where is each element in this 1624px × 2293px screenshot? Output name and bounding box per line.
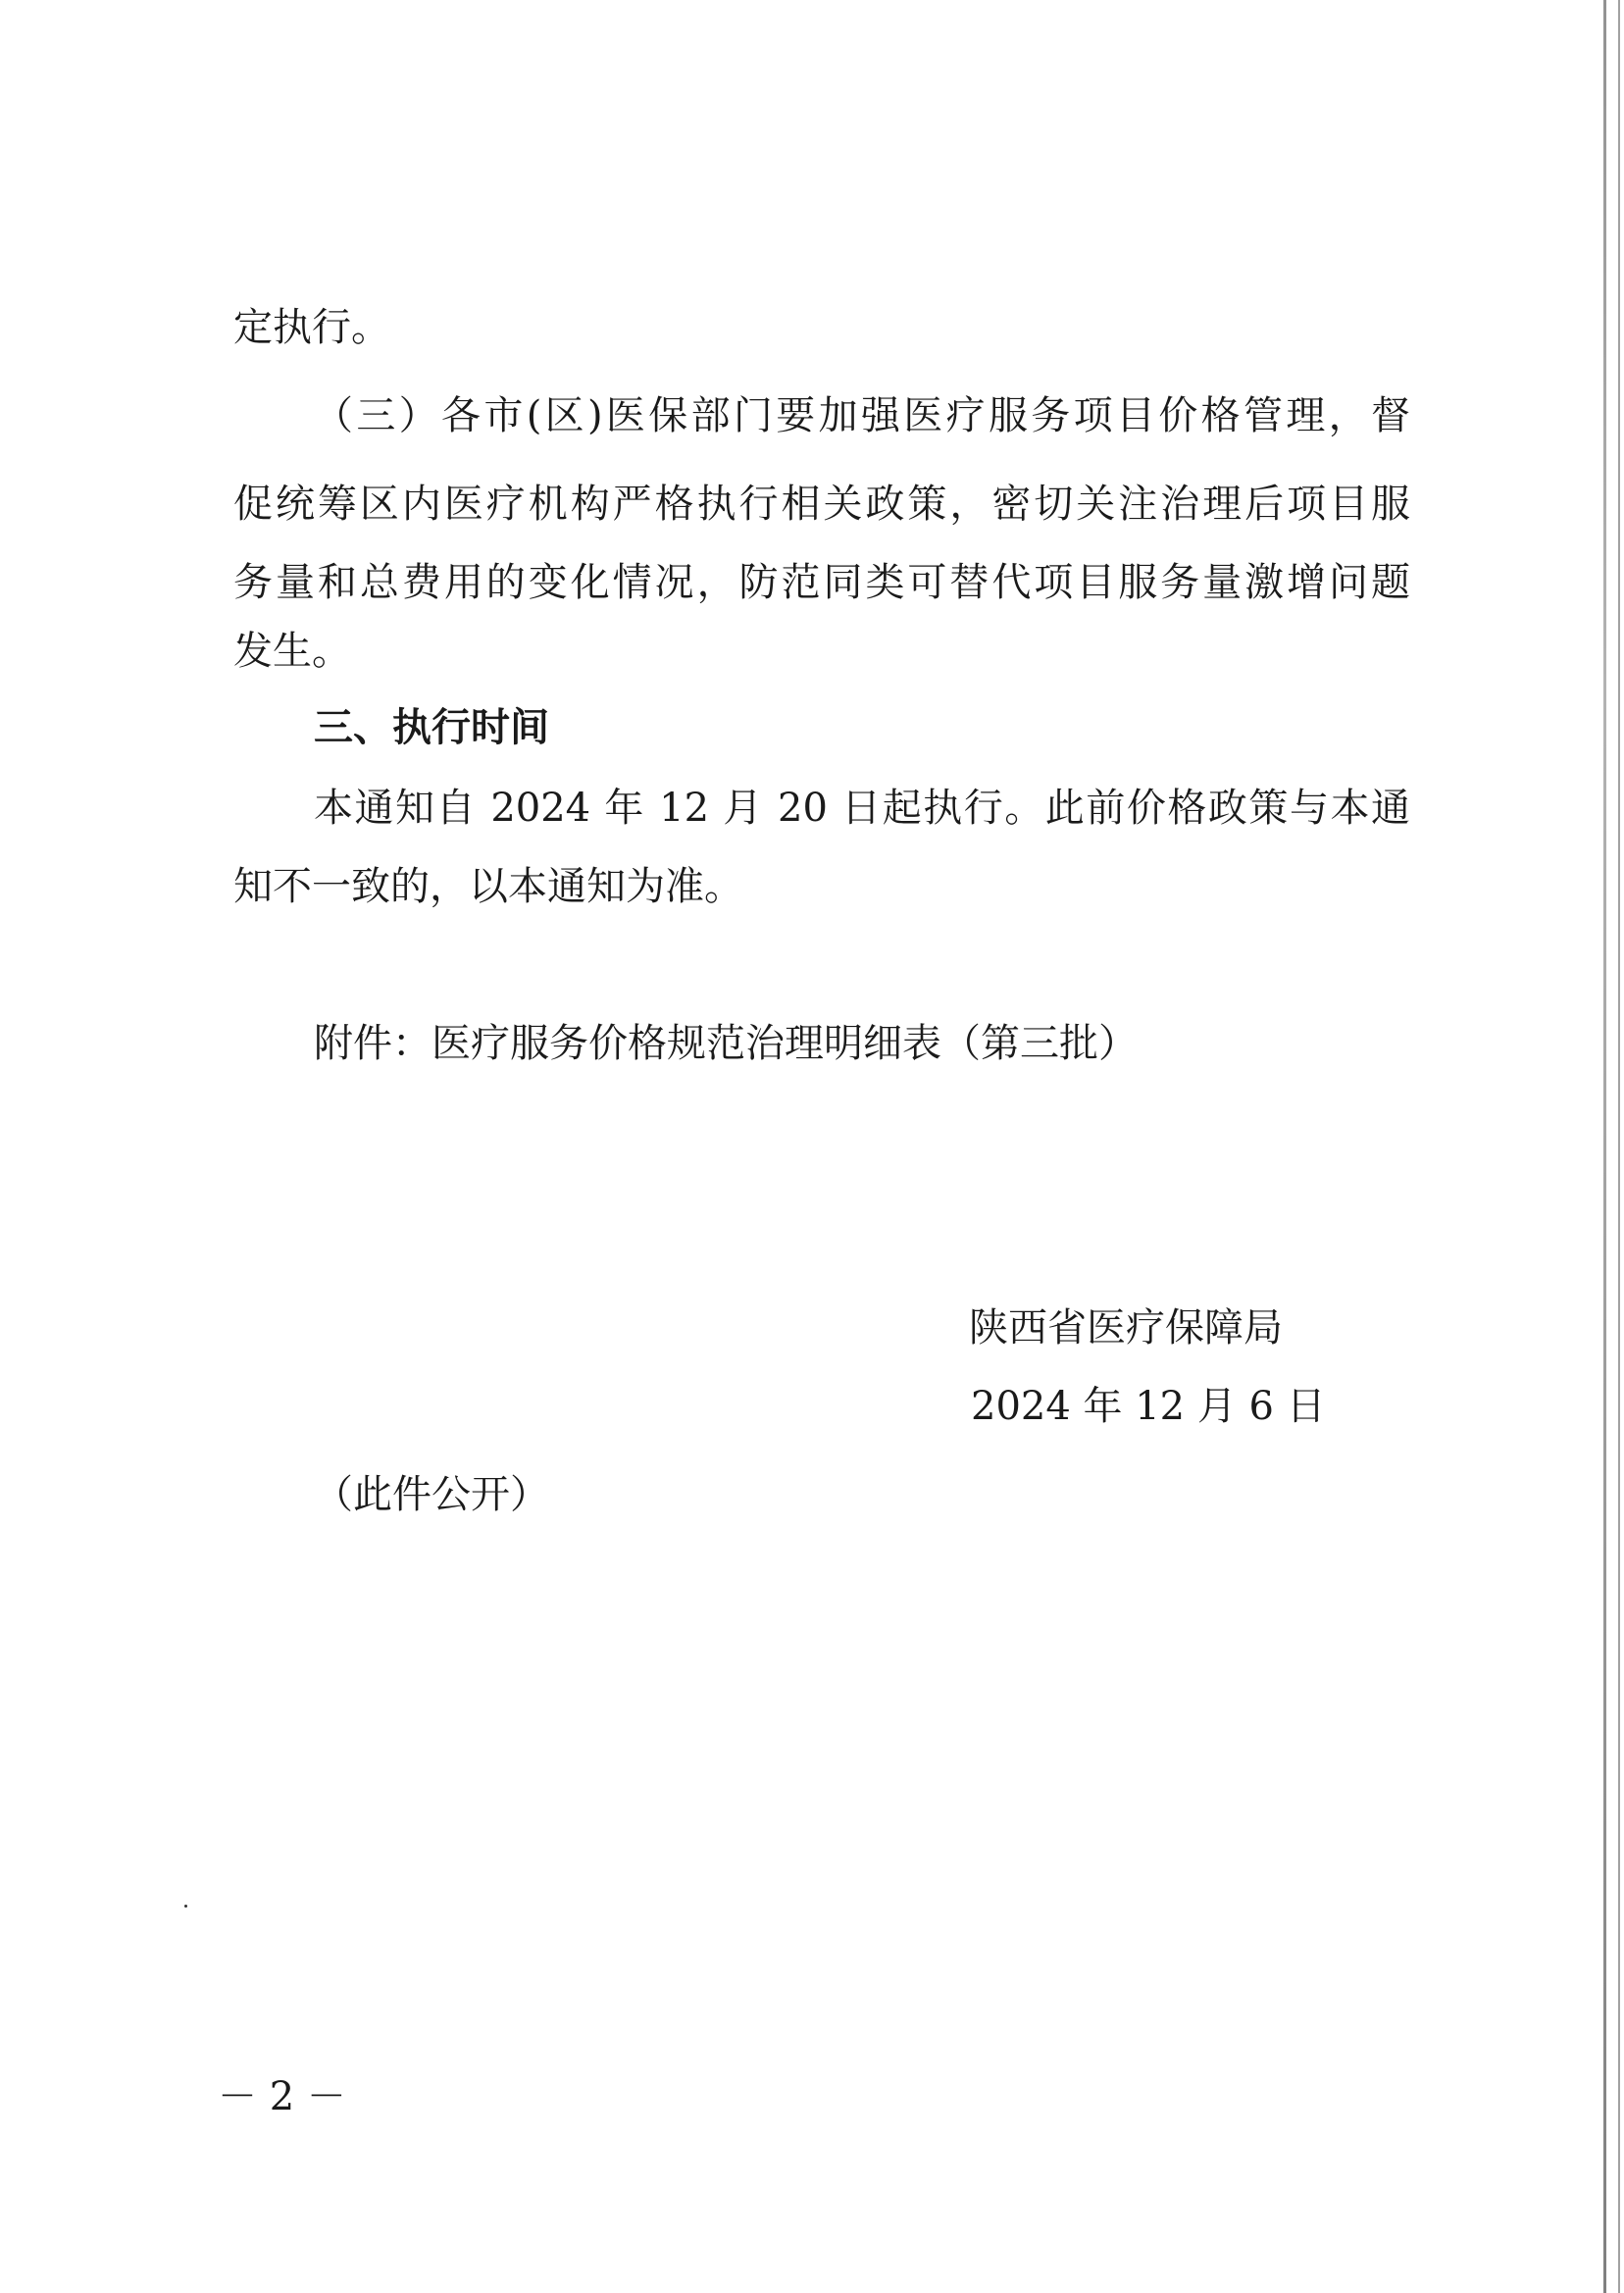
disclosure-note: （此件公开） bbox=[314, 1472, 549, 1517]
body-line-7: 知不一致的，以本通知为准。 bbox=[233, 864, 743, 909]
body-line-3: 促统筹区内医疗机构严格执行相关政策，密切关注治理后项目服 bbox=[233, 482, 1410, 527]
body-line-4: 务量和总费用的变化情况，防范同类可替代项目服务量激增问题 bbox=[233, 560, 1410, 605]
body-line-6: 本通知自 2024 年 12 月 20 日起执行。此前价格政策与本通 bbox=[314, 786, 1410, 831]
scan-edge bbox=[1603, 0, 1606, 2293]
page-number: － 2 － bbox=[218, 2074, 346, 2119]
body-line-2: （三）各市(区)医保部门要加强医疗服务项目价格管理，督 bbox=[314, 393, 1410, 438]
issuer-name: 陕西省医疗保障局 bbox=[969, 1305, 1283, 1350]
scan-edge-outer bbox=[1618, 0, 1620, 2293]
attachment-line: 附件：医疗服务价格规范治理明细表（第三批） bbox=[314, 1021, 1138, 1066]
body-line-1: 定执行。 bbox=[233, 305, 390, 350]
issue-date: 2024 年 12 月 6 日 bbox=[971, 1384, 1326, 1429]
scan-speck bbox=[184, 1905, 187, 1908]
section-heading-execution-time: 三、执行时间 bbox=[314, 705, 549, 750]
body-line-5: 发生。 bbox=[233, 629, 351, 674]
